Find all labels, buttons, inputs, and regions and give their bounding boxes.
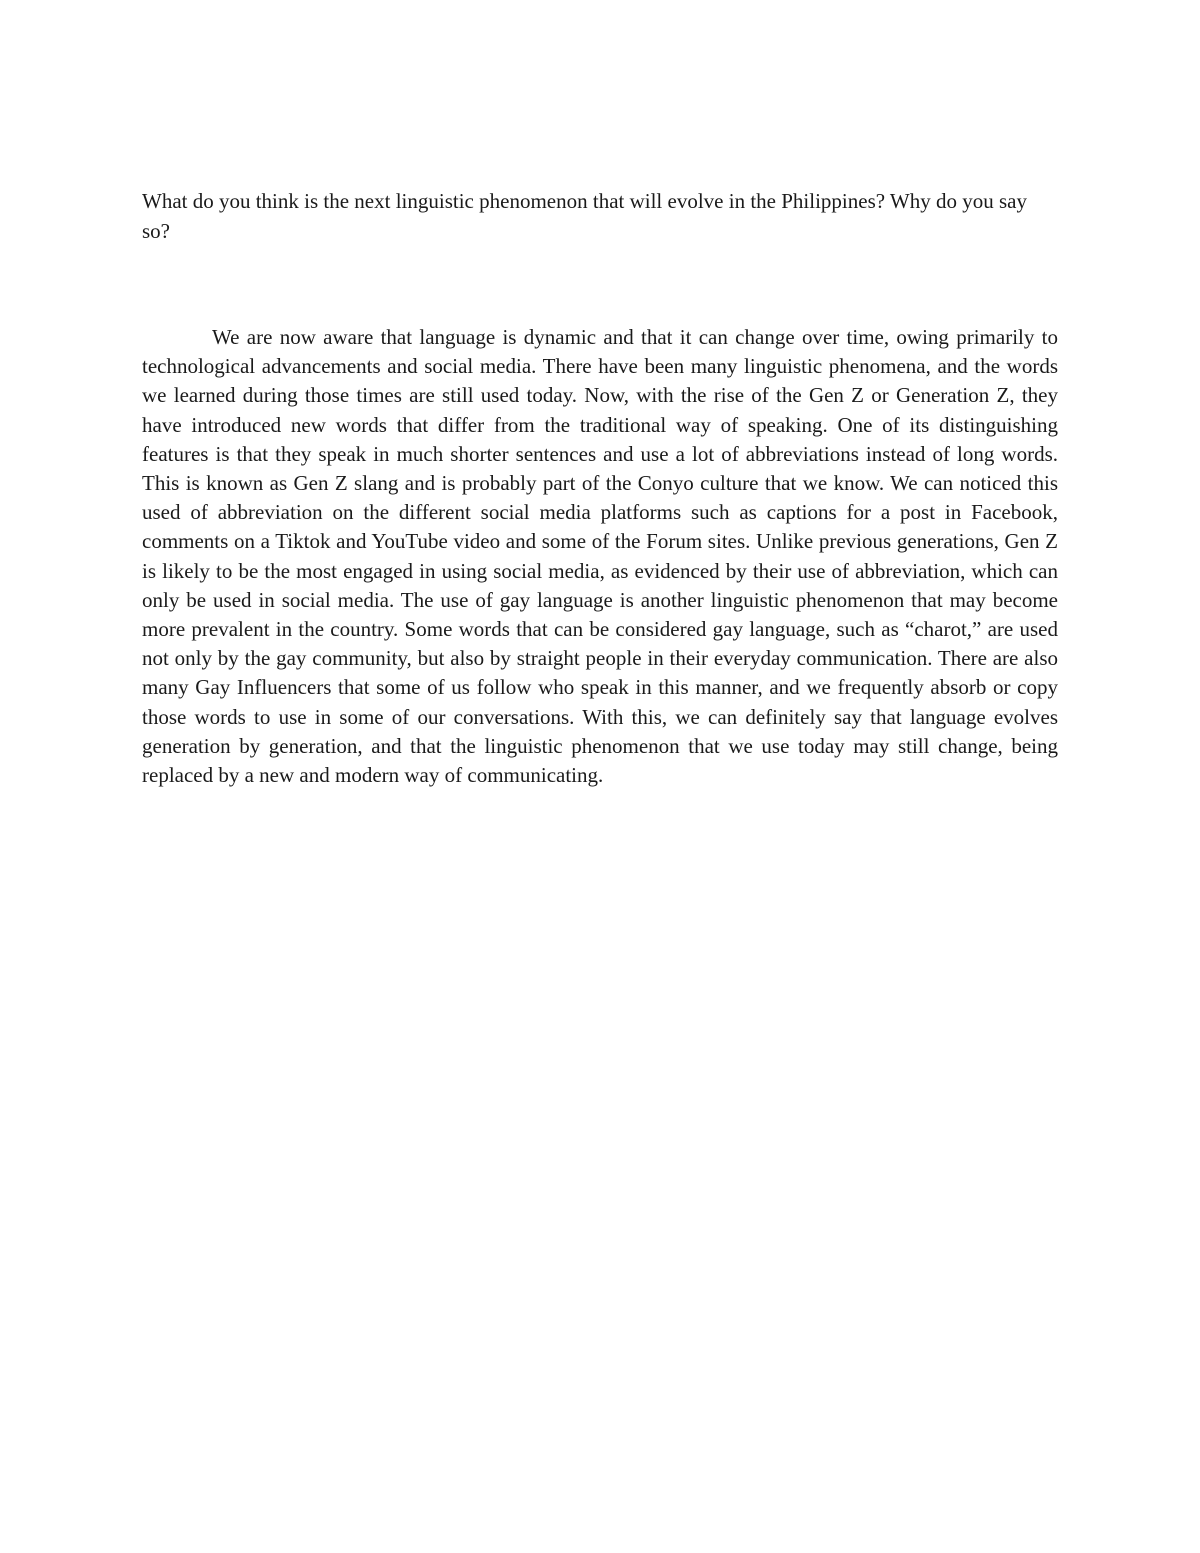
document-body — [142, 186, 1058, 790]
question-text: What do you think is the next linguistic phenomenon that will evolve in the Philippines? Why do you say so? — [142, 189, 1027, 243]
answer-paragraph: We are now aware that language is dynamic and that it can change over time, owing primarily to technological advancements and social media. There have been many linguistic phenomena, and the words we learned during those times are still used today. Now, with the rise of the Gen Z or Generation Z, they have introduced new words that differ from the traditional way of speaking. One of its distinguishing features is that they speak in much shorter sentences and use a lot of abbreviations instead of long words. This is known as Gen Z slang and is probably part of the Conyo culture that we know. We can noticed this used of abbreviation on the different social media platforms such as captions for a post in Facebook, comments on a Tiktok and YouTube video and some of the Forum sites. Unlike previous generations, Gen Z is likely to be the most engaged in using social media, as evidenced by their use of abbreviation, which can only be used in social media. The use of gay language is another linguistic phenomenon that may become more prevalent in the country. Some words that can be considered gay language, such as “charot,” are used not only by the gay community, but also by straight people in their everyday communication. There are also many Gay Influencers that some of us follow who speak in this manner, and we frequently absorb or copy those words to use in some of our conversations. With this, we can definitely say that language evolves generation by generation, and that the linguistic phenomenon that we use today may still change, being replaced by a new and modern way of communicating. — [142, 325, 1058, 788]
